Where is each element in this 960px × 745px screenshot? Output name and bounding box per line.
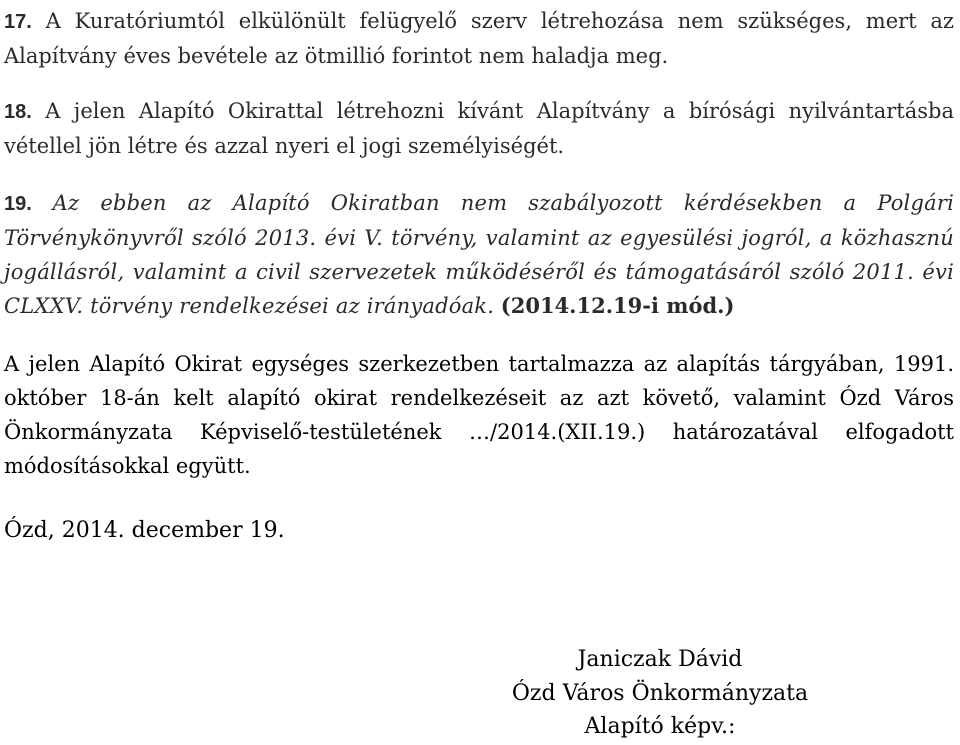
place-and-date: Ózd, 2014. december 19. xyxy=(4,518,285,543)
paragraph-17 xyxy=(4,4,954,73)
paragraph-19 xyxy=(4,186,954,323)
signatory-organization: Ózd Város Önkormányzata xyxy=(511,681,809,706)
paragraph-number: 17. xyxy=(4,11,32,33)
paragraph-18 xyxy=(4,94,954,163)
signatory-role: Alapító képv.: xyxy=(584,714,736,739)
signatory-name: Janiczak Dávid xyxy=(577,647,743,672)
paragraph-text: A jelen Alapító Okirattal létrehozni kívánt Alapítvány a bírósági nyilvántartásba vétellel jön létre és azzal nyeri el jogi személyiségét. xyxy=(4,99,954,158)
closing-paragraph: A jelen Alapító Okirat egységes szerkezetben tartalmazza az alapítás tárgyában, 1991. október 18-án kelt alapító okirat rendelkezéseit az azt követő, valamint Ózd Város Önkormányzata Képviselő-testületének …/2014.(XII.19.) határozatával elfogadott módosításokkal együtt. xyxy=(4,352,954,478)
paragraph-text: Az ebben az Alapító Okiratban nem szabályozott kérdésekben a Polgári Törvénykönyvről szóló 2013. évi V. törvény, valamint az egyesülési jogról, a közhasznú jogállásról, valamint a civil szervezetek működéséről és támogatásáról szóló 2011. évi CLXXV. törvény rendelkezései az irányadóak. xyxy=(4,191,954,318)
paragraph-text: A Kuratóriumtól elkülönült felügyelő szerv létrehozása nem szükséges, mert az Alapítvány éves bevétele az ötmillió forintot nem haladja meg. xyxy=(4,9,954,68)
paragraph-number: 19. xyxy=(4,193,32,215)
paragraph-number: 18. xyxy=(4,101,32,123)
modification-note: (2014.12.19-i mód.) xyxy=(500,293,735,318)
